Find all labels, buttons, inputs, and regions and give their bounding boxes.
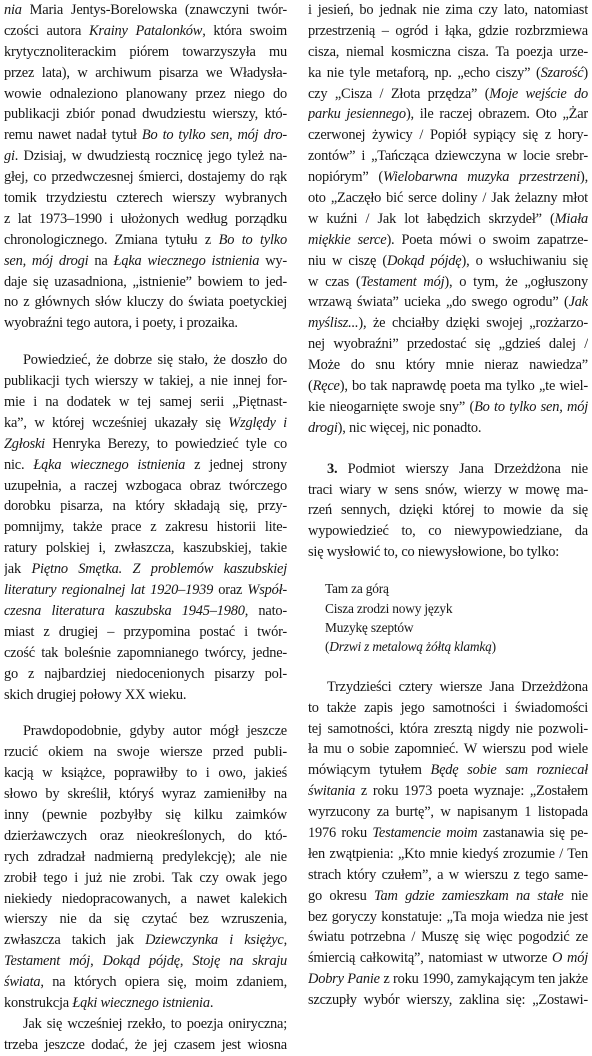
paragraph-gap — [308, 563, 588, 579]
text-line: trzeba jeszcze dodać, że jej czasem jest wiosna — [4, 1036, 287, 1053]
paragraph-gap — [308, 439, 588, 459]
text-line: wrzawą świata” ucieka „do swego ogrodu” (Jak — [308, 294, 588, 311]
text-line: konstrukcja Łąki wiecznego istnienia. — [4, 994, 214, 1011]
paragraph-gap — [4, 705, 287, 721]
text-line: remu nawet nadał tytuł Bo to tylko sen, mój dro- — [4, 127, 287, 144]
text-line: przestrzenią – ogród i łąka, gdzie rozbrzmiewa — [308, 22, 588, 39]
text-line: wowie odnaleziono planowany przez niego do — [4, 85, 287, 102]
text-line: miękkie serce). Poeta mówi o swoim zapatrze- — [308, 231, 588, 248]
text-line: w kuźni / Jak lot łabędzich skrzydeł” (Miała — [308, 210, 588, 227]
text-line: śmiercią całkowitą”, natomiast w utworze O mój — [308, 950, 588, 967]
text-line: zwłaszcza takich jak Dziewczynka i księżyc, — [4, 932, 287, 949]
text-line: traci wiary w sens snów, wierzy w mowę ma- — [308, 481, 588, 498]
text-line: ratury polskiej i, zwłaszcza, kaszubskiej, takie — [4, 540, 287, 557]
text-line: nic. Łąka wiecznego istnienia z jednej strony — [4, 456, 287, 473]
text-line: Może do snu który mnie nieraz nawiedza” — [308, 357, 588, 374]
left-text-column — [4, 0, 287, 1056]
text-line: rych zdradzał nadmierną predylekcję); ale nie — [4, 848, 287, 865]
text-line: czość tak boleśnie zapomnianego twórcy, jedne- — [4, 644, 287, 661]
poem-line: Tam za górą — [325, 581, 389, 597]
text-line: 3. Podmiot wierszy Jana Drzeżdżona nie — [327, 460, 588, 477]
text-line: nej wyobraźni” przedostać się „gdzieś dalej / — [308, 336, 588, 353]
text-line: literatury regionalnej lat 1920–1939 oraz Współ- — [4, 582, 287, 599]
text-line: ka”, w której wcześniej ukazały się Względy i — [4, 414, 287, 431]
text-line: Trzydzieści cztery wiersze Jana Drzeżdżona — [327, 678, 588, 695]
text-line: to także zapis jego samotności i świadomości — [308, 699, 588, 716]
text-line: i jesień, bo jednak nie zima czy lato, natomiast — [308, 2, 588, 18]
text-line: zrobił tego i już nie zrobi. Tak czy owak jego — [4, 869, 287, 886]
paragraph-gap — [4, 334, 287, 350]
text-line: kacją w książce, poprawiłby to i owo, jakieś — [4, 765, 287, 782]
text-line: ka nie tyle metaforą, np. „echo ciszy” (Szarość) — [308, 64, 588, 81]
text-line: z lat 1973–1990 i ułożonych według porządku — [4, 210, 287, 227]
text-line: rzeń sennych, dzięki której to mowie da się — [308, 502, 588, 519]
text-line: głej, co przedwczesnej śmierci, dostajemy do rąk — [4, 169, 287, 186]
text-line: Prawdopodobnie, gdyby autor mógł jeszcze — [23, 723, 287, 740]
text-line: tomik trzydziestu czterech wierszy wybranych — [4, 190, 287, 207]
text-line: rzucić okiem na swoje wiersze przed publi- — [4, 744, 287, 761]
text-line: nopiórym” (Wielobarwna muzyka przestrzeni), — [308, 169, 588, 186]
text-line: krytycznoliterackim piórem towarzyszyła mu — [4, 43, 287, 60]
text-line: czesna literatura kaszubska 1945–1980, nato- — [4, 602, 287, 619]
text-line: inny (pewnie pozbyłby się kilku zaimków — [4, 806, 287, 823]
text-line: Jak się wcześniej rzekło, to poezja oniryczna; — [23, 1015, 287, 1032]
text-line: świtania z roku 1973 poeta wyznaje: „Zostałem — [308, 783, 588, 800]
text-line: niekiedy niedopracowanych, a nawet kalekich — [4, 890, 287, 907]
poem-line: Cisza zrodzi nowy język — [325, 600, 453, 616]
text-line: pomnijmy, także prace z zakresu historii lite- — [4, 519, 287, 536]
text-line: szczupły wybór wierszy, zaklina się: „Zostawi- — [308, 992, 588, 1009]
text-line: skich drugiej połowy XX wieku. — [4, 686, 187, 703]
text-line: czerwonej żywicy / Popiół sypiący się z hory- — [308, 127, 588, 144]
text-line: publikacji zbiór ponad dwudziestu wierszy, któ- — [4, 106, 287, 123]
text-line: łen zwątpienia: „Kto mnie kiedyś zrozumie / Ten — [308, 845, 588, 862]
poem-quote — [308, 579, 588, 657]
text-line: ła mu o sobie zapomnieć. W wierszu pod wiele — [308, 741, 588, 758]
text-line: no z głównych słów kluczy do świata poetyckiej — [4, 294, 287, 311]
right-text-column — [308, 0, 588, 1011]
text-line: nia Maria Jentys-Borelowska (znawczyni twór- — [4, 2, 287, 18]
text-line: bez goryczy konstatuje: „Ta moja wiedza nie jest — [308, 908, 588, 925]
text-line: niu w ciszę (Dokąd pójdę), o wsłuchiwaniu się — [308, 252, 588, 269]
text-line: daje się uzasadniona, „istnienie” bowiem to jed- — [4, 273, 287, 290]
text-line: dorobku pisarza, na który składają się, przy- — [4, 498, 287, 515]
text-line: tej samotności, która zresztą nigdy nie pozwoli- — [308, 720, 588, 737]
text-line: światu potrzebna / Muszę się więc pogodzić ze — [308, 929, 588, 946]
text-line: się wysłowić to, co niewysłowione, bo tylko: — [308, 544, 560, 561]
text-line: dzierżawczych oraz nieokreślonych, do któ- — [4, 827, 287, 844]
text-line: zontów” i „Tańcząca dziewczyna w locie srebr- — [308, 148, 588, 165]
poem-line: (Drzwi z metalową żółtą klamką) — [325, 639, 496, 655]
text-line: sen, mój drogi na Łąka wiecznego istnienia wy- — [4, 252, 287, 269]
text-line: 1976 roku Testamencie moim zastanawia się pe- — [308, 824, 588, 841]
text-line: publikacji tych wierszy w takiej, a nie innej for- — [4, 373, 287, 390]
text-line: słowo by skreślił, któryś wyraz zamieniłby na — [4, 786, 287, 803]
text-line: czy „Cisza / Złota przędza” (Moje wejście do — [308, 85, 588, 102]
text-line: w czas (Testament mój), o tym, że „ogłuszony — [308, 273, 588, 290]
text-line: chronologicznego. Zmiana tytułu z Bo to tylko — [4, 231, 287, 248]
text-line: jak Piętno Smętka. Z problemów kaszubskiej — [4, 561, 287, 578]
text-line: strach który czułem”, a w wierszu z tego same- — [308, 866, 588, 883]
text-line: (Ręce), bo tak naprawdę poeta ma tylko „te wiel- — [308, 378, 588, 395]
text-line: gi. Dzisiaj, w dwudziestą rocznicę jego tyleż na- — [4, 148, 287, 165]
text-line: Dobry Panie z roku 1990, zamykającym ten jakże — [308, 971, 588, 988]
text-line: wypowiedzieć to, co niewypowiedziane, da — [308, 523, 588, 540]
text-line: czości autora Krainy Patalonków, która swoim — [4, 22, 287, 39]
text-line: mówiącym tytułem Będę sobie sam rozniecał — [308, 762, 588, 779]
text-line: miast z drugiej – przypomina postać i twór- — [4, 623, 287, 640]
text-line: uzupełnia, a raczej wzbogaca obraz twórczego — [4, 477, 287, 494]
poem-line: Muzykę szeptów — [325, 619, 414, 635]
text-line: parku jesiennego), ile raczej obrazem. Oto „Żar — [308, 106, 588, 123]
text-line: Zgłoski Henryka Berezy, to powiedzieć tyle co — [4, 435, 287, 452]
text-line: myślisz...), że chciałby dzięki swojej „rozżarzo- — [308, 315, 588, 332]
text-line: oto „Zaczęło bić serce doliny / Jak żelazny młot — [308, 190, 588, 207]
text-line: go z najbardziej niedocenionych pisarzy pol- — [4, 665, 287, 682]
text-line: wyrzucony za burtę”, w napisanym 1 listopada — [308, 804, 588, 821]
text-line: mie i na dodatek w tej samej serii „Piętnast- — [4, 394, 287, 411]
text-line: Powiedzieć, że dobrze się stało, że doszło do — [23, 352, 287, 369]
text-line: świata, na których opiera się, moim zdaniem, — [4, 974, 287, 991]
text-line: Testament mój, Dokąd pójdę, Stoję na skraju — [4, 953, 287, 970]
text-line: wierszy nie da się czytać bez wzruszenia, — [4, 911, 287, 928]
text-line: przez lata), w archiwum pisarza we Władysła- — [4, 64, 287, 81]
text-line: drogi), nic więcej, nic ponadto. — [308, 419, 482, 436]
text-line: go okresu Tam gdzie zamieszkam na stałe nie — [308, 887, 588, 904]
text-line: kie nieogarnięte swoje sny” (Bo to tylko sen, mój — [308, 398, 588, 415]
text-line: cisza, niemal kosmiczna cisza. Ta poezja urze- — [308, 43, 588, 60]
paragraph-gap — [308, 657, 588, 677]
text-line: wyobraźni tego autora, i poety, i prozaika. — [4, 315, 238, 332]
